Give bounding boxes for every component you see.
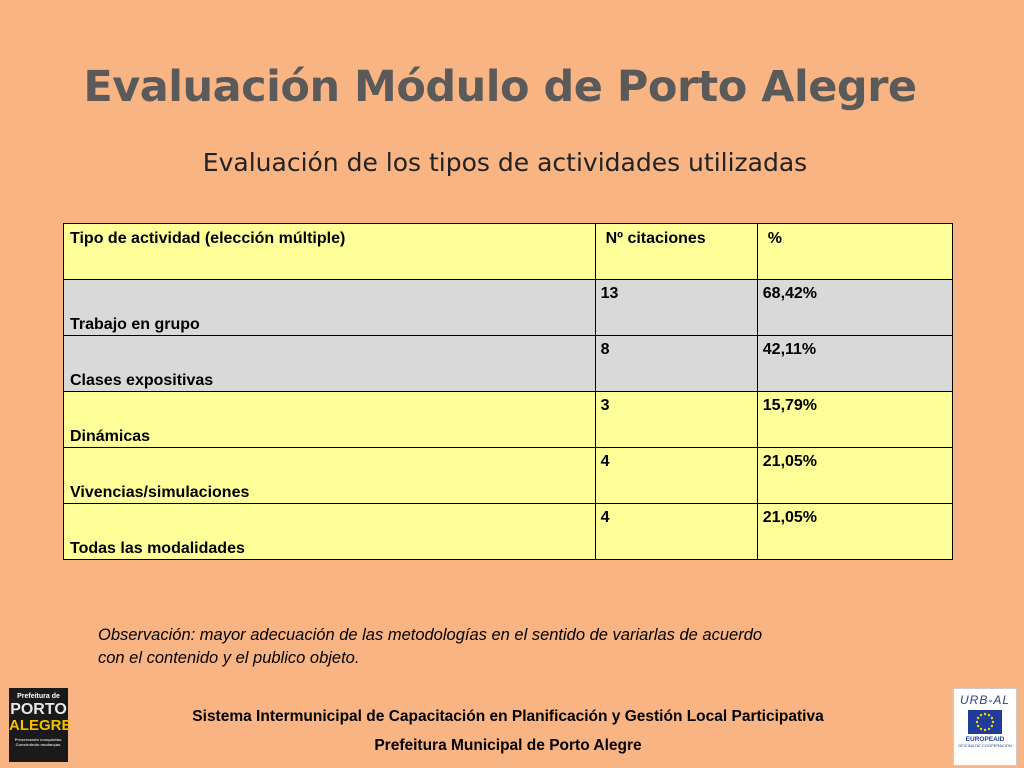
footer-system-name: Sistema Intermunicipal de Capacitación en Planificación y Gestión Local Participativa (192, 708, 824, 725)
table-row (64, 448, 953, 504)
cell-percent: 21,05% (757, 448, 952, 504)
cell-count: 4 (595, 448, 757, 504)
table-row (64, 280, 953, 336)
cell-activity: Todas las modalidades (64, 504, 596, 560)
cell-activity: Vivencias/simulaciones (64, 448, 596, 504)
slide-subtitle: Evaluación de los tipos de actividades utilizadas (202, 148, 808, 177)
slide-title: Evaluación Módulo de Porto Alegre (83, 62, 917, 112)
cell-activity: Clases expositivas (64, 336, 596, 392)
table-row (64, 504, 953, 560)
porto-alegre-logo: Prefeitura de PORTO ALEGRE Preservando conquistas. Construindo mudanças. (9, 688, 68, 762)
cell-percent: 21,05% (757, 504, 952, 560)
observation-line-2: con el contenido y el publico objeto. (98, 649, 360, 667)
header-cell-citations: Nº citaciones (595, 224, 757, 280)
cell-count: 8 (595, 336, 757, 392)
cell-percent: 68,42% (757, 280, 952, 336)
eu-flag-icon (968, 710, 1002, 734)
cell-count: 13 (595, 280, 757, 336)
header-cell-percent: % (757, 224, 952, 280)
urbal-europeaid-logo: URB-AL EUROPEAID OFICINA DE COOPERACIÓN (953, 688, 1017, 766)
cell-percent: 15,79% (757, 392, 952, 448)
observation-line-1: Observación: mayor adecuación de las metodologías en el sentido de variarlas de acuerdo (98, 626, 763, 644)
cell-count: 3 (595, 392, 757, 448)
cell-activity: Dinámicas (64, 392, 596, 448)
observation-note (98, 624, 928, 670)
cell-percent: 42,11% (757, 336, 952, 392)
table-row (64, 392, 953, 448)
cell-count: 4 (595, 504, 757, 560)
cell-activity: Trabajo en grupo (64, 280, 596, 336)
table-row (64, 336, 953, 392)
footer-municipality: Prefeitura Municipal de Porto Alegre (374, 737, 642, 754)
activity-table (63, 223, 953, 560)
table-header-row (64, 224, 953, 280)
header-cell-activity: Tipo de actividad (elección múltiple) (64, 224, 596, 280)
